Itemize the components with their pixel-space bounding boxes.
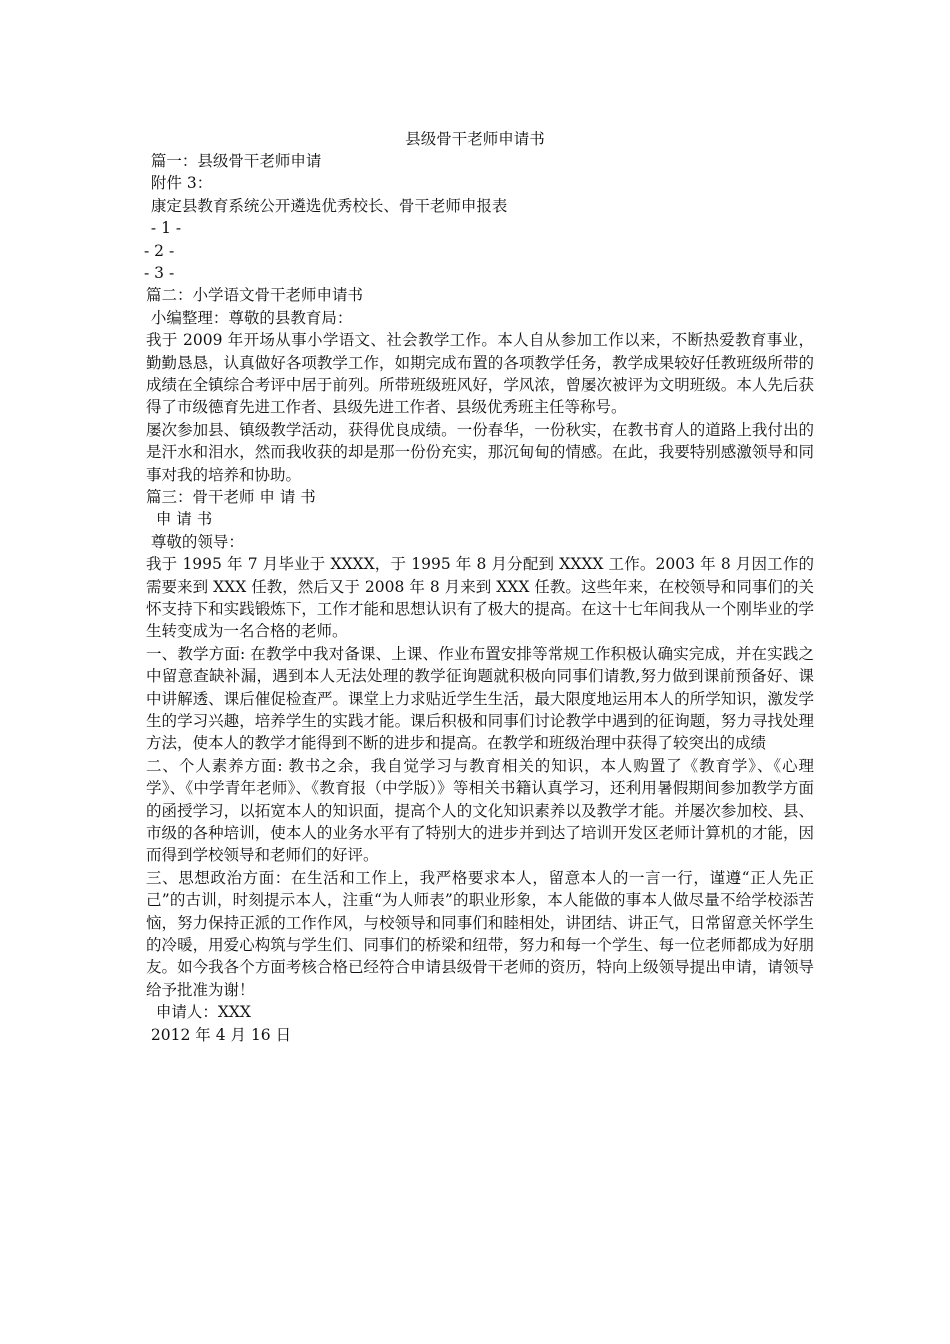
paragraph-6: 三、思想政治方面：在生活和工作上，我严格要求本人，留意本人的一言一行，谨遵“正人先正己”的古训，时刻提示本人，注重“为人师表”的职业形象，本人能做的事本人做尽量不给学校添苦恼，努力保持正派的工作作风，与校领导和同事们和睦相处，讲团结、讲正气，日常留意关怀学生的冷暖，用爱心构筑与学生们、同事们的桥梁和纽带，努力和每一个学生、每一位老师都成为好朋友。如今我各个方面考核合格已经符合申请县级骨干老师的资历，特向上级领导提出申请，请领导给予批准为谢！ [146, 868, 814, 999]
section-3-heading: 篇三：骨干老师 申 请 书 [146, 487, 316, 506]
section-1-heading: 篇一：县级骨干老师申请 [146, 152, 322, 170]
attachment-label: 附件 3： [146, 174, 213, 193]
paragraph-2: 屡次参加县、镇级教学活动，获得优良成绩。一份春华，一份秋实，在教书育人的道路上我付出的是汗水和泪水，然而我收获的却是那一份份充实，那沉甸甸的情感。在此，我要特别感激领导和同事对我的培养和协助。 [146, 420, 814, 484]
paragraph-5: 二、个人素养方面: 教书之余，我自觉学习与教育相关的知识，本人购置了《教育学》、《心理学》、《中学青年老师》、《教育报（中学版）》等相关书籍认真学习，还利用暑假期间参加教学方面的函授学习，以拓宽本人的知识面，提高个人的文化知识素养以及教学才能。并屡次参加校、县、市级的各种培训，使本人的业务水平有了特别大的进步并到达了培训开发区老师计算机的才能，因而得到学校领导和老师们的好评。 [146, 756, 814, 865]
application-heading: 申 请 书 [146, 510, 213, 529]
salutation-1: 小编整理：尊敬的县教育局： [146, 308, 353, 327]
form-title: 康定县教育系统公开遴选优秀校长、骨干老师申报表 [146, 196, 508, 215]
paragraph-4: 一、教学方面: 在教学中我对备课、上课、作业布置安排等常规工作积极认确实完成，并在实践之中留意查缺补漏，遇到本人无法处理的教学征询题就积极向同事们请教,努力做到课前预备好、课中讲解透、课后催促检查严。课堂上力求贴近学生生活，最大限度地运用本人的所学知识，激发学生的学习兴趣，培养学生的实践才能。课后积极和同事们讨论教学中遇到的征询题，努力寻找处理方法，使本人的教学才能得到不断的进步和提高。在教学和班级治理中获得了较突出的成绩 [146, 644, 814, 753]
page-marker-2: - 2 - [144, 241, 175, 260]
paragraph-3: 我于 1995 年 7 月毕业于 XXXX，于 1995 年 8 月分配到 XXXX 工作。2003 年 8 月因工作的需要来到 XXX 任教，然后又于 2008 年 8 月来到 XXX 任教。这些年来，在校领导和同事们的关怀支持下和实践锻炼下，工作才能和思想认识有了极大的提高。在这十七年间我从一个刚毕业的学生转变成为一名合格的老师。 [146, 555, 814, 641]
document-body [146, 150, 814, 1046]
applicant-signature: 申请人：XXX [146, 1003, 251, 1022]
application-date: 2012 年 4 月 16 日 [146, 1025, 292, 1044]
document-title: 县级骨干老师申请书 [405, 130, 545, 148]
page-marker-1: - 1 - [146, 219, 182, 238]
page-marker-3: - 3 - [144, 263, 175, 282]
salutation-2: 尊敬的领导： [146, 532, 244, 551]
section-2-heading: 篇二：小学语文骨干老师申请书 [146, 286, 364, 305]
paragraph-1: 我于 2009 年开场从事小学语文、社会教学工作。本人自从参加工作以来，不断热爱教育事业，勤勤恳恳，认真做好各项教学工作，如期完成布置的各项教学任务，教学成果较好任教班级所带的成绩在全镇综合考评中居于前列。所带班级班风好，学风浓，曾屡次被评为文明班级。本人先后获得了市级德育先进工作者、县级先进工作者、县级优秀班主任等称号。 [146, 331, 814, 417]
